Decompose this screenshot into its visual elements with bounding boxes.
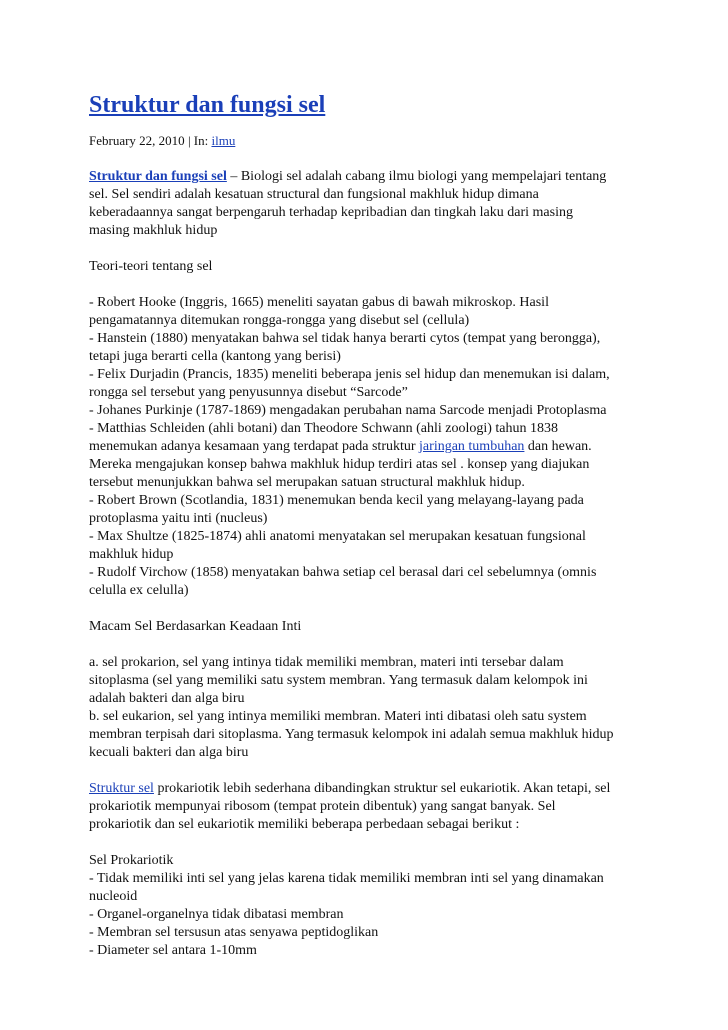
post-meta — [89, 133, 649, 149]
theory-line — [89, 438, 649, 456]
prokaryote-line: - Organel-organelnya tidak dibatasi membran — [89, 907, 344, 922]
cell-type-line: b. sel eukarion, sel yang intinya memiliki membran. Materi inti dibatasi oleh satu system — [89, 709, 587, 724]
cell-type-line: a. sel prokarion, sel yang intinya tidak memiliki membran, materi inti tersebar dalam — [89, 655, 564, 670]
jaringan-tumbuhan-link[interactable]: jaringan tumbuhan — [419, 439, 525, 454]
theory-line: - Hanstein (1880) menyatakan bahwa sel tidak hanya berarti cytos (tempat yang berongga), — [89, 331, 601, 346]
theory-line: - Robert Brown (Scotlandia, 1831) menemukan benda kecil yang melayang-layang pada — [89, 493, 584, 508]
structure-line — [89, 780, 649, 798]
theory-text: menemukan adanya kesamaan yang terdapat pada struktur — [89, 439, 420, 454]
intro-line: keberadaannya sangat berpengaruh terhadap kepribadian dan tingkah laku dari masing — [89, 205, 573, 220]
prokaryote-line: - Membran sel tersusun atas senyawa peptidoglikan — [89, 925, 379, 940]
structure-paragraph — [89, 780, 649, 834]
intro-text: – Biologi sel adalah cabang ilmu biologi yang mempelajari tentang — [226, 169, 607, 184]
theory-line: tersebut menunjukkan bahwa sel merupakan satuan structural makhluk hidup. — [89, 475, 525, 490]
intro-title-link[interactable]: Struktur dan fungsi sel — [89, 169, 227, 184]
structure-line: prokariotik dan sel eukariotik memiliki beberapa perbedaan sebagai berikut : — [89, 817, 520, 832]
intro-line — [89, 168, 649, 186]
struktur-sel-link[interactable]: Struktur sel — [89, 781, 154, 796]
intro-paragraph — [89, 168, 649, 240]
theory-line: makhluk hidup — [89, 547, 174, 562]
cell-type-line: membran terpisah dari sitoplasma. Yang termasuk kelompok ini adalah semua makhluk hidup — [89, 727, 614, 742]
meta-separator: | In: — [184, 133, 212, 148]
prokaryote-line: nucleoid — [89, 889, 138, 904]
theory-text: dan hewan. — [524, 439, 592, 454]
cell-types-heading: Macam Sel Berdasarkan Keadaan Inti — [89, 619, 302, 634]
prokaryote-line: - Diameter sel antara 1-10mm — [89, 943, 257, 958]
cell-type-line: adalah bakteri dan alga biru — [89, 691, 245, 706]
theory-line: protoplasma yaitu inti (nucleus) — [89, 511, 268, 526]
theory-line: - Max Shultze (1825-1874) ahli anatomi menyatakan sel merupakan kesatuan fungsional — [89, 529, 586, 544]
prokaryote-list — [89, 870, 649, 960]
intro-line: masing makhluk hidup — [89, 223, 218, 238]
theory-line: - Matthias Schleiden (ahli botani) dan Theodore Schwann (ahli zoologi) tahun 1838 — [89, 421, 559, 436]
theory-line: - Rudolf Virchow (1858) menyatakan bahwa setiap cel berasal dari cel sebelumnya (omnis — [89, 565, 597, 580]
theory-line: - Felix Durjadin (Prancis, 1835) meneliti beberapa jenis sel hidup dan menemukan isi dalam, — [89, 367, 610, 382]
cell-type-line: kecuali bakteri dan alga biru — [89, 745, 249, 760]
structure-text: prokariotik lebih sederhana dibandingkan struktur sel eukariotik. Akan tetapi, sel — [153, 781, 611, 796]
theories-heading: Teori-teori tentang sel — [89, 259, 213, 274]
article — [89, 91, 649, 960]
post-date: February 22, 2010 — [89, 133, 185, 148]
cell-type-line: sitoplasma (sel yang memiliki satu system membran. Yang termasuk dalam kelompok ini — [89, 673, 588, 688]
theories-list — [89, 294, 649, 600]
article-title[interactable]: Struktur dan fungsi sel — [89, 92, 326, 118]
cell-types-list — [89, 654, 649, 762]
prokaryote-line: - Tidak memiliki inti sel yang jelas karena tidak memiliki membran inti sel yang dinamakan — [89, 871, 604, 886]
theory-line: celulla ex celulla) — [89, 583, 189, 598]
theory-line: pengamatannya ditemukan rongga-rongga yang disebut sel (cellula) — [89, 313, 470, 328]
theory-line: Mereka mengajukan konsep bahwa makhluk hidup terdiri atas sel . konsep yang diajukan — [89, 457, 590, 472]
theory-line: - Johanes Purkinje (1787-1869) mengadakan perubahan nama Sarcode menjadi Protoplasma — [89, 403, 607, 418]
structure-line: prokariotik mempunyai ribosom (tempat protein dibentuk) yang sangat banyak. Sel — [89, 799, 556, 814]
intro-line: sel. Sel sendiri adalah kesatuan structural dan fungsional makhluk hidup dimana — [89, 187, 539, 202]
category-link[interactable]: ilmu — [211, 133, 236, 148]
prokaryote-heading: Sel Prokariotik — [89, 853, 174, 868]
theory-line: - Robert Hooke (Inggris, 1665) meneliti sayatan gabus di bawah mikroskop. Hasil — [89, 295, 549, 310]
theory-line: tetapi juga berarti cella (kantong yang berisi) — [89, 349, 341, 364]
theory-line: rongga sel tersebut yang penyusunnya disebut “Sarcode” — [89, 385, 408, 400]
